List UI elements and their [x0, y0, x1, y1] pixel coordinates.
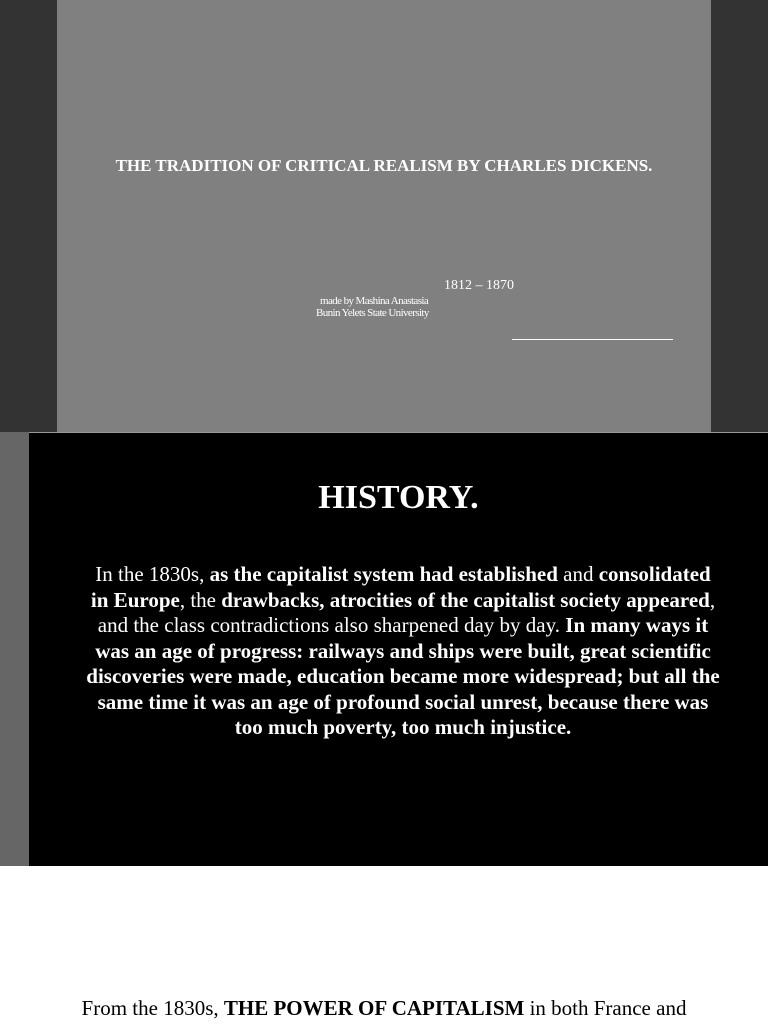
decorative-rule [512, 339, 673, 340]
paragraph-emphasis: consolidated in Europe [90, 562, 711, 612]
slide-edge-strip [0, 432, 29, 866]
history-heading: HISTORY. [318, 479, 479, 516]
author-credit: made by Mashina Anastasia [320, 295, 429, 307]
history-paragraph [84, 562, 722, 741]
life-years: 1812 – 1870 [444, 278, 514, 293]
title-slide-panel [57, 0, 711, 432]
paragraph-emphasis: drawbacks, atrocities of the capitalist society appeared [221, 587, 710, 612]
document-text: From the 1830s, [81, 996, 224, 1020]
title-slide [0, 0, 768, 432]
paragraph-emphasis: In many ways it was an age of progress: railways and ships were built, great scientific discoveries were made, education became more widespread; but all the same time it was an age of profound social unrest, because there was too much poverty, too much injustice. [86, 613, 720, 739]
history-slide [0, 432, 768, 866]
paragraph-text: In the 1830s, [95, 562, 210, 586]
document-text-line [0, 995, 768, 1021]
paragraph-emphasis: as the capitalist system had established [209, 562, 558, 586]
slide-title: THE TRADITION OF CRITICAL REALISM BY CHARLES DICKENS. [115, 156, 653, 175]
university-name: Bunin Yelets State University [316, 307, 429, 319]
document-emphasis: THE POWER OF CAPITALISM [223, 996, 525, 1020]
paragraph-text: , the [179, 587, 222, 612]
paragraph-text: , and the class contradictions also sharpened day by day. [97, 587, 716, 637]
paragraph-text: and [557, 562, 599, 586]
slide-divider [0, 432, 768, 433]
document-text: in both France and [524, 996, 687, 1020]
